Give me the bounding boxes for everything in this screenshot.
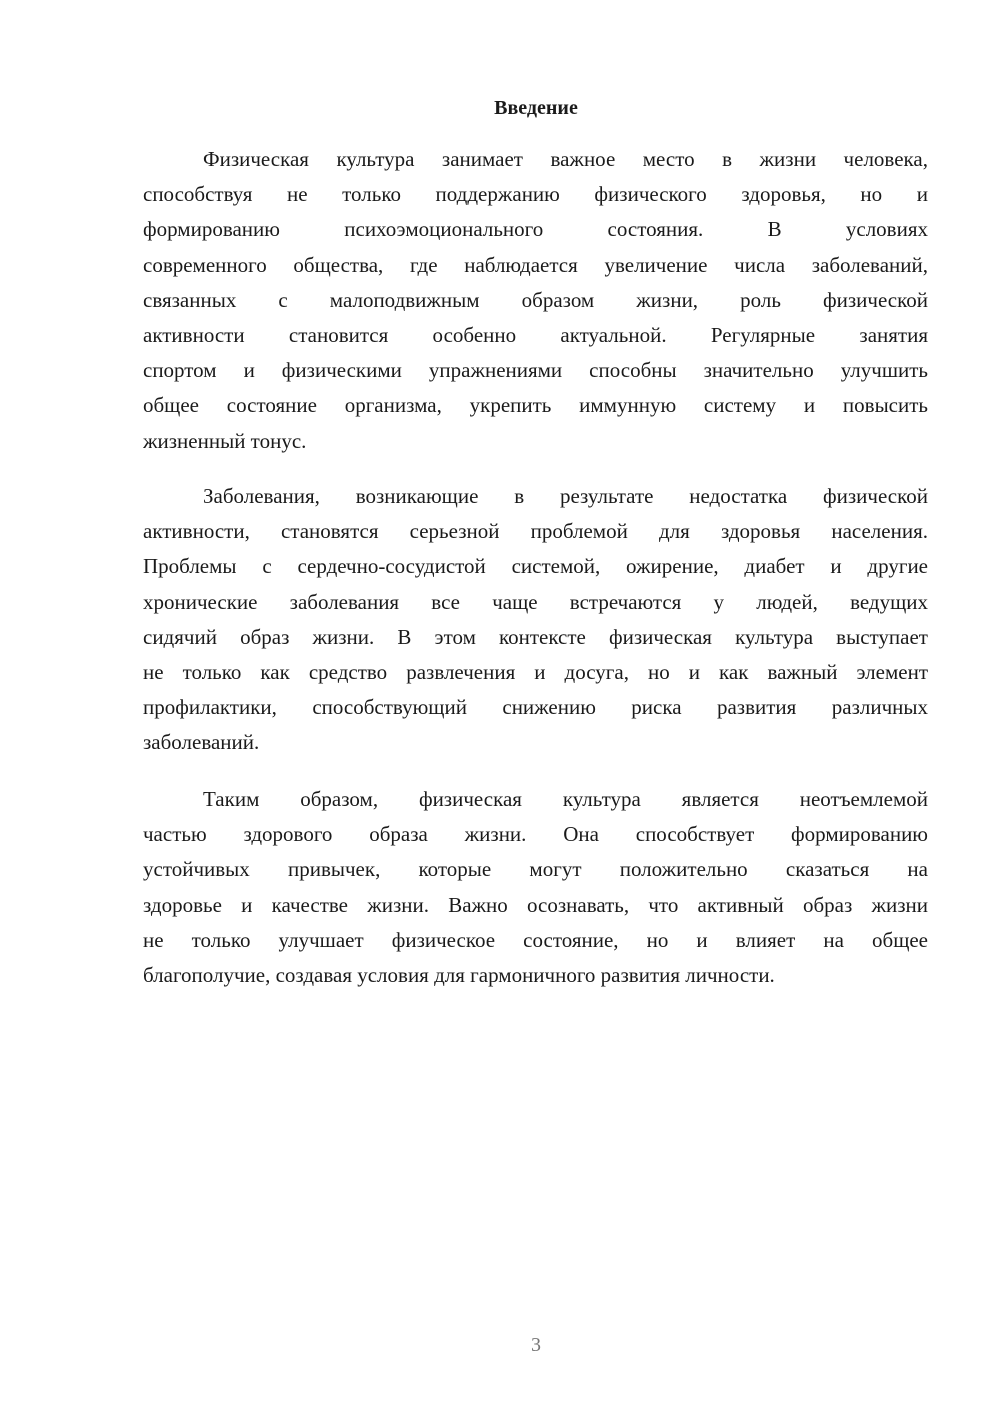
text-line: Заболевания, возникающие в результате недостатка физической	[203, 484, 928, 508]
text-line: частью здорового образа жизни. Она способствует формированию	[143, 822, 928, 847]
page-number: 3	[531, 1334, 541, 1356]
text-line: благополучие, создавая условия для гармоничного развития личности.	[143, 962, 775, 987]
text-line: заболеваний.	[143, 730, 260, 755]
text-line: Физическая культура занимает важное место в жизни человека,	[203, 147, 928, 171]
text-line: сидячий образ жизни. В этом контексте физическая культура выступает	[143, 624, 928, 649]
text-line: спортом и физическими упражнениями способны значительно улучшить	[143, 358, 928, 383]
text-line: хронические заболевания все чаще встречаются у людей, ведущих	[143, 589, 928, 614]
text-line: не только улучшает физическое состояние, но и влияет на общее	[143, 927, 928, 952]
section-title: Введение	[494, 97, 578, 119]
text-line: современного общества, где наблюдается увеличение числа заболеваний,	[143, 252, 928, 277]
text-line: активности становится особенно актуальной. Регулярные занятия	[143, 322, 928, 347]
text-line: Таким образом, физическая культура является неотъемлемой	[203, 787, 928, 811]
text-line: не только как средство развлечения и досуга, но и как важный элемент	[143, 659, 928, 684]
text-line: общее состояние организма, укрепить иммунную систему и повысить	[143, 393, 928, 418]
text-line: жизненный тонус.	[143, 428, 307, 453]
paragraph-2	[143, 479, 928, 761]
text-line: профилактики, способствующий снижению риска развития различных	[143, 695, 928, 720]
text-line: активности, становятся серьезной проблемой для здоровья населения.	[143, 519, 928, 544]
text-line: формированию психоэмоционального состояния. В условиях	[143, 217, 928, 242]
paragraph-1	[143, 142, 928, 459]
text-line: здоровье и качестве жизни. Важно осознавать, что активный образ жизни	[143, 892, 928, 917]
text-line: связанных с малоподвижным образом жизни, роль физической	[143, 287, 928, 312]
paragraph-3	[143, 782, 928, 993]
text-line: устойчивых привычек, которые могут положительно сказаться на	[143, 857, 928, 882]
text-line: способствуя не только поддержанию физического здоровья, но и	[143, 182, 928, 207]
text-line: Проблемы с сердечно-сосудистой системой, ожирение, диабет и другие	[143, 554, 928, 579]
